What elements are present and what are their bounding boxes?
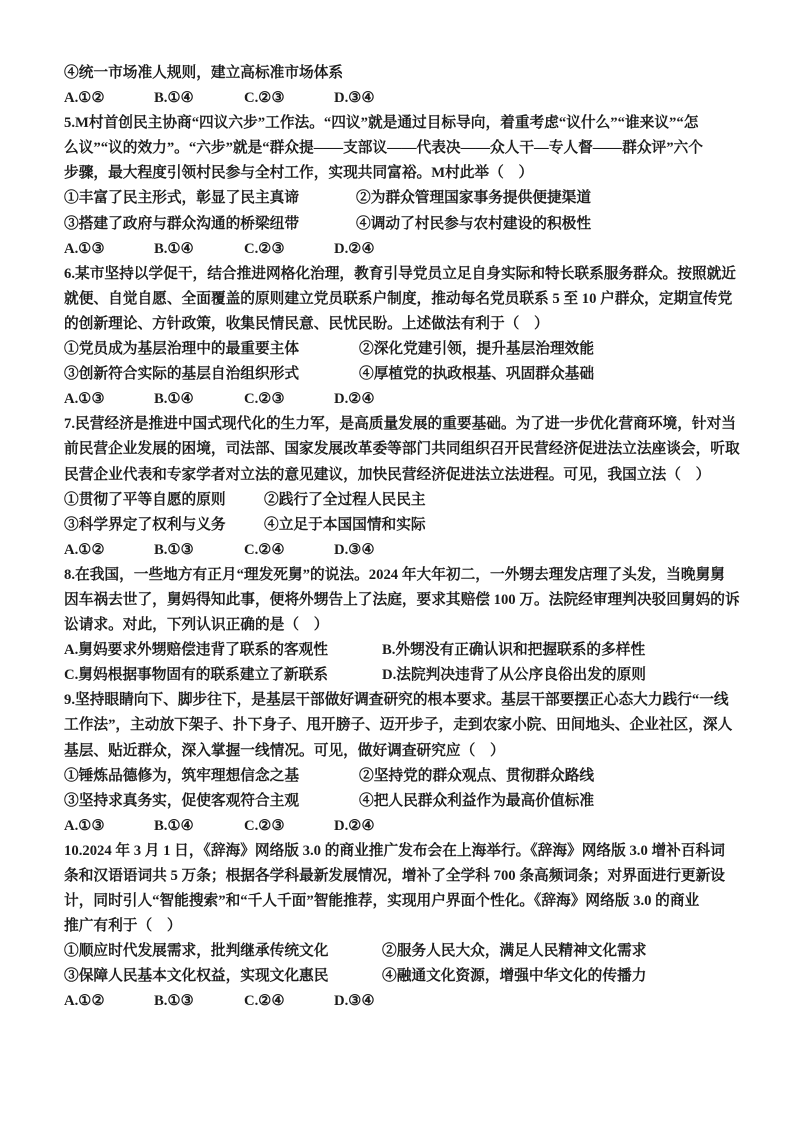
answer-row: [64, 237, 750, 262]
question-5: [64, 111, 750, 262]
answer-choice-d: D.③④: [334, 541, 375, 558]
stem-line: 因车祸去世了，舅妈得知此事，便将外甥告上了法庭，要求其赔偿 100 万。法院经审理判决驳回舅妈的诉: [64, 591, 740, 608]
answer-row: [64, 989, 750, 1014]
option-row: [64, 186, 750, 211]
answer-choice-c: C.②③: [244, 391, 285, 408]
answer-choice-c: C.②④: [244, 993, 285, 1010]
answer-row: [64, 387, 750, 412]
option-row: [64, 939, 750, 964]
answer-choice-a: A.①③: [64, 240, 105, 257]
stem-line: 9.坚持眼睛向下、脚步往下，是基层干部做好调查研究的根本要求。基层干部要摆正心态大力践行“一线: [64, 692, 729, 709]
stem-line: 7.民营经济是推进中国式现代化的生力军，是高质量发展的重要基础。为了进一步优化营商环境，针对当: [64, 416, 736, 433]
answer-choice-d: D.③④: [334, 90, 375, 107]
stem-line: 6.某市坚持以学促干，结合推进网格化治理，教育引导党员立足自身实际和特长联系服务群众。按照就近: [64, 265, 736, 282]
answer-choice-d: D.②④: [334, 817, 375, 834]
option-4: ④厚植党的执政根基、巩固群众基础: [359, 366, 595, 383]
option-row: [64, 964, 750, 989]
option-row: [64, 337, 750, 362]
answer-choice-c: C.②④: [244, 541, 285, 558]
stem-line: 条和汉语语词共 5 万条；根据各学科最新发展情况，增补了全学科 700 条高频词条；对界面进行更新设: [64, 868, 725, 884]
option-1: ①党员成为基层治理中的最重要主体: [64, 341, 300, 358]
answer-choice-b: B.①③: [154, 541, 194, 558]
option-4: ④融通文化资源，增强中华文化的传播力: [382, 968, 647, 985]
stem-line: 工作法”，主动放下架子、扑下身子、甩开膀子、迈开步子，走到农家小院、田间地头、企业社区，深人: [64, 717, 733, 734]
stem-line: ④统一市场准人规则，建立高标准市场体系: [64, 65, 344, 81]
option-2: ②深化党建引领，提升基层治理效能: [359, 341, 595, 358]
stem-line: 5.M村首创民主协商“四议六步”工作法。“四议”就是通过目标导向，着重考虑“议什么”“谁来议”“怎: [64, 115, 699, 132]
option-1: ①锤炼品德修为，筑牢理想信念之基: [64, 767, 300, 784]
answer-choice-d: D.②④: [334, 240, 375, 257]
stem-line: 讼请求。对此，下列认识正确的是（ ）: [64, 617, 329, 634]
option-3: ③创新符合实际的基层自治组织形式: [64, 366, 300, 383]
option-row: [64, 362, 750, 387]
stem-line: 10.2024 年 3 月 1 日，《辞海》网络版 3.0 的商业推广发布会在上海举行。《辞海》网络版 3.0 增补百科词: [64, 842, 725, 859]
option-row: [64, 663, 750, 688]
option-3: ③保障人民基本文化权益，实现文化惠民: [64, 968, 329, 985]
question-9: [64, 688, 750, 839]
answer-row: [64, 86, 750, 111]
option-3: ③搭建了政府与群众沟通的桥梁纽带: [64, 215, 300, 232]
question-4: [64, 61, 750, 111]
answer-choice-a: A.舅妈要求外甥赔偿违背了联系的客观性: [64, 642, 328, 659]
option-row: [64, 488, 750, 513]
stem-line: 推广有利于（ ）: [64, 918, 182, 935]
option-2: ②践行了全过程人民民主: [264, 491, 426, 508]
exam-content: [64, 61, 750, 1015]
answer-choice-d: D.③④: [334, 993, 375, 1010]
answer-choice-a: A.①③: [64, 391, 105, 408]
question-6: [64, 262, 750, 413]
option-3: ③科学界定了权利与义务: [64, 516, 226, 533]
option-row: [64, 764, 750, 789]
option-row: [64, 212, 750, 237]
answer-choice-b: B.①④: [154, 240, 194, 257]
answer-choice-a: A.①②: [64, 90, 105, 107]
option-1: ①贯彻了平等自愿的原则: [64, 491, 226, 508]
answer-choice-a: A.①②: [64, 541, 105, 558]
option-4: ④调动了村民参与农村建设的积极性: [356, 215, 592, 232]
stem-line: 计，同时引人“智能搜索”和“千人千面”智能推荐，实现用户界面个性化。《辞海》网络版 3.0 的商业: [64, 893, 700, 910]
answer-row: [64, 538, 750, 563]
option-2: ②服务人民大众，满足人民精神文化需求: [382, 943, 647, 960]
option-row: [64, 789, 750, 814]
option-2: ②为群众管理国家事务提供便捷渠道: [356, 190, 592, 207]
stem-line: 的创新理论、方针政策，收集民情民意、民忧民盼。上述做法有利于（ ）: [64, 315, 549, 332]
answer-row: [64, 814, 750, 839]
answer-choice-a: A.①③: [64, 817, 105, 834]
answer-choice-d: D.法院判决违背了从公序良俗出发的原则: [382, 667, 646, 684]
answer-choice-d: D.②④: [334, 391, 375, 408]
stem-line: 步骤，最大程度引领村民参与全村工作，实现共同富裕。M村此举（ ）: [64, 165, 534, 182]
stem-line: 基层、贴近群众，深入掌握一线情况。可见，做好调查研究应（ ）: [64, 742, 505, 759]
stem-line: 么议”“议的效力”。“六步”就是“群众提——支部议——代表决——众人干—专人督——群众评”六个: [64, 140, 703, 157]
question-8: [64, 563, 750, 688]
stem-line: 8.在我国，一些地方有正月“理发死舅”的说法。2024 年大年初二，一外甥去理发店理了头发，当晚舅舅: [64, 566, 725, 583]
option-4: ④把人民群众利益作为最高价值标准: [359, 792, 595, 809]
question-10: [64, 839, 750, 1015]
answer-choice-b: B.①③: [154, 993, 194, 1010]
answer-choice-b: B.①④: [154, 391, 194, 408]
option-1: ①丰富了民主形式，彰显了民主真谛: [64, 190, 300, 207]
option-row: [64, 638, 750, 663]
answer-choice-c: C.舅妈根据事物固有的联系建立了新联系: [64, 667, 328, 684]
answer-choice-b: B.①④: [154, 90, 194, 107]
answer-choice-b: B.①④: [154, 817, 194, 834]
option-row: [64, 513, 750, 538]
answer-choice-b: B.外甥没有正确认识和把握联系的多样性: [382, 642, 646, 659]
question-7: [64, 412, 750, 563]
option-2: ②坚持党的群众观点、贯彻群众路线: [359, 767, 595, 784]
stem-line: 民营企业代表和专家学者对立法的意见建议，加快民营经济促进法立法进程。可见，我国立法（ ）: [64, 466, 711, 483]
answer-choice-c: C.②③: [244, 90, 285, 107]
option-4: ④立足于本国国情和实际: [264, 516, 426, 533]
stem-line: 就便、自觉自愿、全面覆盖的原则建立党员联系户制度，推动每名党员联系 5 至 10 户群众，定期宣传党: [64, 290, 733, 307]
option-3: ③坚持求真务实，促使客观符合主观: [64, 792, 300, 809]
stem-line: 前民营企业发展的困境，司法部、国家发展改革委等部门共同组织召开民营经济促进法立法座谈会，听取: [64, 441, 740, 458]
answer-choice-a: A.①②: [64, 993, 105, 1010]
answer-choice-c: C.②③: [244, 240, 285, 257]
option-1: ①顺应时代发展需求，批判继承传统文化: [64, 943, 329, 960]
answer-choice-c: C.②③: [244, 817, 285, 834]
